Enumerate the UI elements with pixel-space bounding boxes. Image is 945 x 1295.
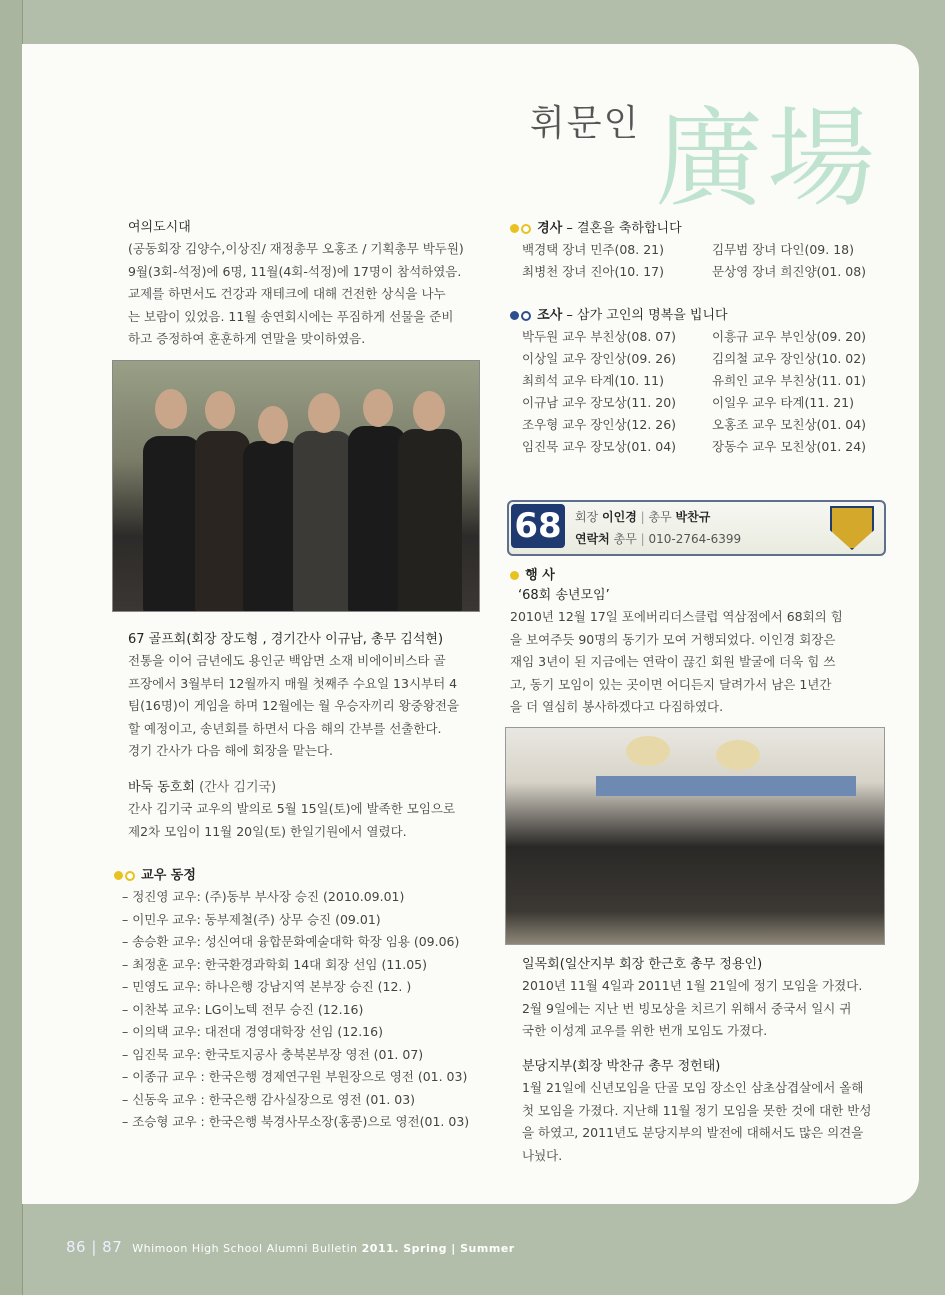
- ring-dot-icon: [521, 224, 531, 234]
- list-item: – 최정훈 교우: 한국환경과학회 14대 회장 선임 (11.05): [122, 956, 427, 972]
- event-line: 고, 동기 모임이 있는 곳이면 어디든지 달려가서 남은 1년간: [510, 676, 832, 692]
- list-item: 박두원 교우 부친상(08. 07): [522, 329, 677, 344]
- yellow-dot-icon: [510, 571, 519, 580]
- list-item: 김의철 교우 장인상(10. 02): [712, 351, 867, 366]
- yellow-dot-icon: [114, 871, 123, 880]
- list-item: 이상일 교우 장인상(09. 26): [522, 351, 677, 366]
- ring-dot-icon: [521, 311, 531, 321]
- news-list: [122, 886, 494, 1134]
- baduk-line: 제2차 모임이 11월 20일(토) 한일기원에서 열렸다.: [128, 823, 407, 839]
- event-subtitle: ‘68회 송년모임’: [518, 588, 610, 603]
- list-item: 최병천 장녀 진아(10. 17): [522, 264, 664, 279]
- page-numbers: 86 | 87: [66, 1238, 123, 1256]
- list-item: 문상영 장녀 희진양(01. 08): [712, 264, 867, 279]
- event-line: 을 보여주듯 90명의 동기가 모여 거행되었다. 이인경 회장은: [510, 631, 836, 647]
- celebration-subtitle: – 결혼을 축하합니다: [566, 221, 682, 236]
- page-footer: [66, 1238, 515, 1256]
- contact-label: 연락처: [575, 532, 610, 546]
- news-heading: [114, 866, 494, 886]
- yeouido-line: 교제를 하면서도 건강과 재테크에 대해 건전한 상식을 나누: [128, 286, 446, 301]
- baduk-line: 간사 김기국 교우의 발의로 5월 15일(토)에 발족한 모임으로: [128, 801, 456, 816]
- list-item: 오홍조 교우 모친상(01. 04): [712, 417, 867, 432]
- bundang-line: 을 하였고, 2011년도 분당지부의 발전에 대해서도 많은 의견을: [522, 1125, 864, 1140]
- list-item: – 이찬복 교우: LG이노텍 전무 승진 (12.16): [122, 1001, 364, 1017]
- list-item: 유희인 교우 부친상(11. 01): [712, 373, 867, 388]
- golf-group-photo: [112, 360, 480, 612]
- class68-group-photo: [505, 727, 885, 945]
- president-name: 이인경: [602, 510, 637, 524]
- bundang-heading: [522, 1057, 884, 1077]
- celebration-section: [510, 219, 890, 283]
- ilmok-line: 2010년 11월 4일과 2011년 1월 21일에 정기 모임을 가졌다.: [522, 978, 863, 993]
- baduk-title: 바둑 동호회: [128, 780, 195, 795]
- ilmok-heading: [522, 955, 884, 975]
- baduk-section: [128, 778, 490, 843]
- list-item: 이규남 교우 장모상(11. 20): [522, 395, 677, 410]
- issue-label: 2011. Spring | Summer: [361, 1242, 515, 1255]
- golf-line: 팀(16명)이 게임을 하며 12월에는 월 우승자끼리 왕중왕전을: [128, 698, 460, 713]
- ring-dot-icon: [125, 871, 135, 881]
- list-item: – 정진영 교우: (주)동부 부사장 승진 (2010.09.01): [122, 889, 405, 904]
- list-item: 최희석 교우 타계(10. 11): [522, 373, 664, 388]
- yeouido-section: [128, 218, 490, 351]
- golf-line: 전통을 이어 금년에도 용인군 백암면 소재 비에이비스타 골: [128, 653, 446, 668]
- list-item: – 민영도 교우: 하나은행 강남지역 본부장 승진 (12. ): [122, 979, 412, 994]
- bundang-line: 1월 21일에 신년모임을 단골 모임 장소인 삼초삼겹살에서 올해: [522, 1080, 864, 1095]
- yeouido-line: 하고 증정하여 훈훈하게 연말을 맞이하였음.: [128, 331, 366, 346]
- celebration-list: [522, 239, 890, 283]
- golf-line: 경기 간사가 다음 해에 회장을 맡는다.: [128, 743, 333, 758]
- ilmok-line: 국한 이성계 교우를 위한 번개 모임도 가졌다.: [522, 1023, 768, 1038]
- blue-dot-icon: [510, 311, 519, 320]
- yeouido-line: (공동회장 김양수,이상진/ 재정총무 오홍조 / 기획총무 박두원): [128, 241, 464, 256]
- section-title-hanja: 廣場: [655, 97, 880, 222]
- divider: |: [640, 532, 645, 546]
- news-title: 교우 동정: [141, 868, 196, 883]
- secretary-name: 박찬규: [675, 510, 711, 524]
- baduk-heading: [128, 778, 490, 798]
- yeouido-line: 는 보람이 있었음. 11월 송연회시에는 푸짐하게 선물을 준비: [128, 308, 454, 324]
- list-item: – 임진묵 교우: 한국토지공사 충북본부장 영전 (01. 07): [122, 1046, 424, 1062]
- president-label: 회장: [575, 510, 599, 524]
- event-line: 재임 3년이 된 지금에는 연락이 끊긴 회원 발굴에 더욱 힘 쓰: [510, 654, 836, 669]
- publication-name: Whimoon High School Alumni Bulletin: [132, 1242, 358, 1255]
- golf-section: [128, 630, 490, 763]
- ilmok-title: 일목회: [522, 957, 560, 972]
- event-line: 을 더 열심히 봉사하겠다고 다짐하였다.: [510, 699, 724, 714]
- bundang-line: 나눴다.: [522, 1147, 563, 1163]
- event-line: 2010년 12월 17일 포에버리더스클럽 역삼점에서 68회의 힘: [510, 609, 843, 624]
- bundang-title: 분당지부: [522, 1059, 573, 1074]
- condolence-heading: [510, 306, 890, 326]
- class-officers: [575, 508, 710, 525]
- list-item: 임진묵 교우 장모상(01. 04): [522, 439, 677, 454]
- list-item: – 이민우 교우: 동부제철(주) 상무 승진 (09.01): [122, 911, 381, 927]
- list-item: – 이종규 교우 : 한국은행 경제연구원 부원장으로 영전 (01. 03): [122, 1069, 468, 1084]
- list-item: 이일우 교우 타계(11. 21): [712, 395, 854, 410]
- list-item: – 송승환 교우: 성신여대 융합문화예술대학 학장 임용 (09.06): [122, 934, 460, 949]
- list-item: 이흥규 교우 부인상(09. 20): [712, 329, 867, 344]
- page-edge: [0, 0, 22, 1295]
- bundang-subtitle: (회장 박찬규 총무 정헌태): [572, 1059, 721, 1074]
- section-title-korean: 휘문인: [530, 103, 641, 144]
- list-item: 조우형 교우 장인상(12. 26): [522, 417, 677, 432]
- ilmok-section: [522, 955, 884, 1043]
- list-item: – 조승형 교우 : 한국은행 북경사무소장(홍콩)으로 영전(01. 03): [122, 1114, 470, 1129]
- class-contact: [575, 530, 741, 547]
- golf-title: 67 골프회(회장 장도형 , 경기간사 이규남, 총무 김석현): [128, 632, 444, 647]
- class68-badge: [507, 500, 886, 556]
- baduk-subtitle: (간사 김기국): [199, 780, 277, 795]
- event-title: 행 사: [525, 568, 555, 583]
- celebration-title: 경사: [537, 221, 563, 236]
- school-crest-icon: [830, 506, 874, 550]
- ilmok-line: 2월 9일에는 지난 번 빙모상을 치르기 위해서 중국서 일시 귀: [522, 1000, 852, 1016]
- list-item: 백경택 장녀 민주(08. 21): [522, 242, 664, 257]
- event-heading: [510, 566, 885, 586]
- event-section: [510, 566, 885, 719]
- condolence-list: [522, 326, 890, 458]
- list-item: 장동수 교우 모친상(01. 24): [712, 439, 867, 454]
- yellow-dot-icon: [510, 224, 519, 233]
- contact-phone: 010-2764-6399: [648, 532, 742, 546]
- list-item: – 신동욱 교우 : 한국은행 감사실장으로 영전 (01. 03): [122, 1091, 416, 1107]
- ilmok-subtitle: (일산지부 회장 한근호 총무 정용인): [559, 957, 763, 972]
- golf-line: 할 예정이고, 송년회를 하면서 다음 해의 간부를 선출한다.: [128, 720, 442, 736]
- condolence-section: [510, 306, 890, 458]
- news-section: [114, 866, 494, 1134]
- secretary-label: 총무: [648, 510, 672, 524]
- divider: |: [640, 510, 645, 524]
- class-number: 68: [511, 504, 565, 548]
- celebration-heading: [510, 219, 890, 239]
- yeouido-title: 여의도시대: [128, 220, 191, 235]
- yeouido-line: 9월(3회-석정)에 6명, 11월(4회-석정)에 17명이 참석하였음.: [128, 263, 462, 279]
- golf-line: 프장에서 3월부터 12월까지 매월 첫째주 수요일 13시부터 4: [128, 675, 458, 691]
- bundang-line: 첫 모임을 가졌다. 지난해 11월 정기 모임을 못한 것에 대한 반성: [522, 1102, 872, 1118]
- list-item: 김무범 장녀 다인(09. 18): [712, 242, 854, 257]
- contact-role: 총무: [613, 532, 637, 546]
- banner: [596, 776, 856, 796]
- bundang-section: [522, 1057, 884, 1167]
- condolence-subtitle: – 삼가 고인의 명복을 빕니다: [566, 308, 728, 323]
- list-item: – 이의택 교우: 대전대 경영대학장 선임 (12.16): [122, 1024, 383, 1039]
- condolence-title: 조사: [537, 308, 563, 323]
